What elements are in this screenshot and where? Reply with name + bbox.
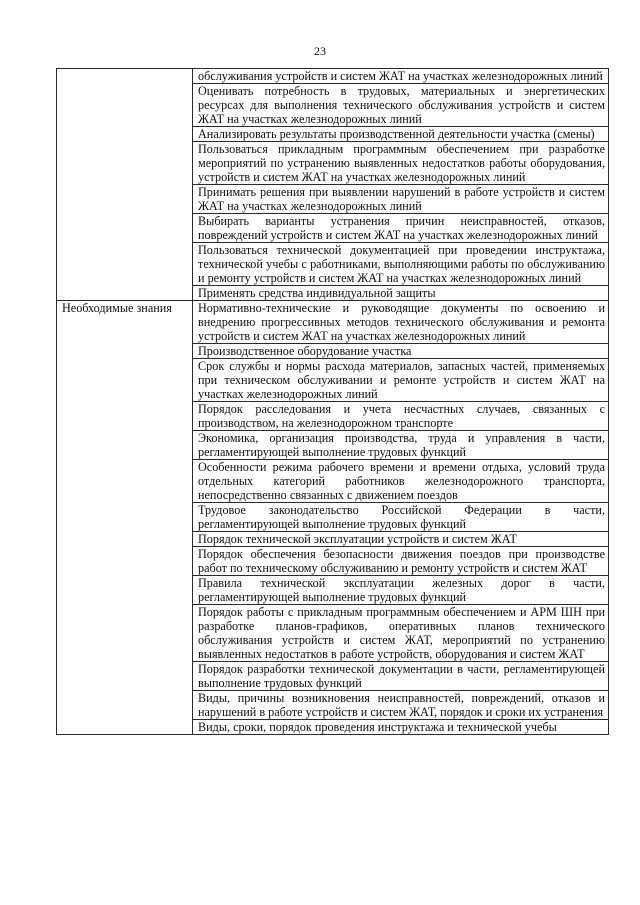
knowledge-item: Экономика, организация производства, труда и управления в части, регламентирующей выполнение трудовых функций — [193, 431, 609, 460]
skill-item: Оценивать потребность в трудовых, материальных и энергетических ресурсах для выполнения технического обслуживания устройств и систем ЖАТ на участках железнодорожных линий — [193, 84, 609, 127]
knowledge-item: Срок службы и нормы расхода материалов, запасных частей, применяемых при техническом обслуживании и ремонте устройств и систем ЖАТ на участках железнодорожных линий — [193, 359, 609, 402]
competency-table — [56, 68, 609, 735]
skill-item: Применять средства индивидуальной защиты — [193, 286, 609, 301]
knowledge-item: Порядок обеспечения безопасности движения поездов при производстве работ по техническому обслуживанию и ремонту устройств и систем ЖАТ — [193, 547, 609, 576]
knowledge-item: Особенности режима рабочего времени и времени отдыха, условий труда отдельных категорий работников железнодорожного транспорта, непосредственно связанных с движением поездов — [193, 460, 609, 503]
skill-item: Пользоваться технической документацией при проведении инструктажа, технической учебы с работниками, выполняющими работы по обслуживанию и ремонту устройств и систем ЖАТ на участках железнодорожных линий — [193, 243, 609, 286]
skill-item: Анализировать результаты производственной деятельности участка (смены) — [193, 127, 609, 142]
knowledge-item: Виды, причины возникновения неисправностей, повреждений, отказов и нарушений в работе устройств и систем ЖАТ, порядок и сроки их устранения — [193, 691, 609, 720]
knowledge-item: Нормативно-технические и руководящие документы по освоению и внедрению прогрессивных методов технического обслуживания и ремонта устройств и систем ЖАТ на участках железнодорожных линий — [193, 301, 609, 344]
table-row — [57, 301, 609, 344]
knowledge-item: Порядок разработки технической документации в части, регламентирующей выполнение трудовых функций — [193, 662, 609, 691]
knowledge-item: Порядок технической эксплуатации устройств и систем ЖАТ — [193, 532, 609, 547]
knowledge-item: Производственное оборудование участка — [193, 344, 609, 359]
skill-item: Пользоваться прикладным программным обеспечением при разработке мероприятий по устранению выявленных недостатков работы оборудования, устройств и систем ЖАТ на участках железнодорожных линий — [193, 142, 609, 185]
page-number: 23 — [314, 44, 326, 58]
table-row — [57, 69, 609, 84]
knowledge-item: Трудовое законодательство Российской Федерации в части, регламентирующей выполнение трудовых функций — [193, 503, 609, 532]
knowledge-item: Порядок работы с прикладным программным обеспечением и АРМ ШН при разработке планов-графиков, оперативных планов технического обслуживания устройств и систем ЖАТ, мероприятий по устранению выявленных недостатков в работе устройств, оборудования и систем ЖАТ — [193, 605, 609, 662]
knowledge-item: Правила технической эксплуатации железных дорог в части, регламентирующей выполнение трудовых функций — [193, 576, 609, 605]
knowledge-item: Виды, сроки, порядок проведения инструктажа и технической учебы — [193, 720, 609, 735]
knowledge-label: Необходимые знания — [57, 301, 193, 735]
skills-label-cell — [57, 69, 193, 301]
skill-item: обслуживания устройств и систем ЖАТ на участках железнодорожных линий — [193, 69, 609, 84]
knowledge-item: Порядок расследования и учета несчастных случаев, связанных с производством, на железнодорожном транспорте — [193, 402, 609, 431]
skill-item: Выбирать варианты устранения причин неисправностей, отказов, повреждений устройств и систем ЖАТ на участках железнодорожных линий — [193, 214, 609, 243]
skill-item: Принимать решения при выявлении нарушений в работе устройств и систем ЖАТ на участках железнодорожных линий — [193, 185, 609, 214]
